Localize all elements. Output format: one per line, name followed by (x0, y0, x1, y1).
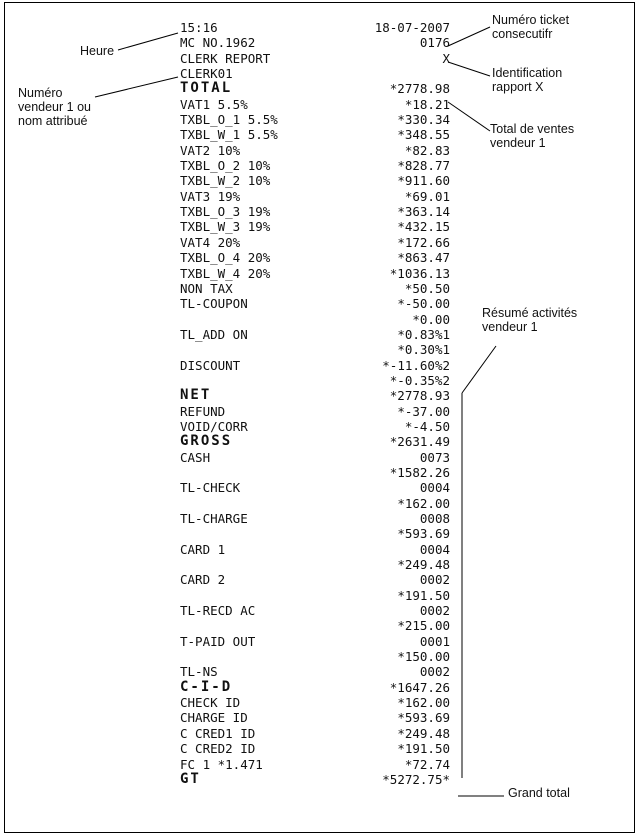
receipt-row-value: 0073 (419, 449, 450, 465)
receipt-row-value: *0.83%1 (397, 326, 450, 342)
receipt-row-value: 0004 (419, 480, 450, 496)
receipt-row-value: *828.77 (397, 158, 450, 174)
receipt-row-label: CLERK REPORT (180, 50, 271, 66)
receipt-row-value: 0008 (419, 511, 450, 526)
receipt-row-value: *150.00 (397, 649, 450, 665)
receipt-row-value: *0.30%1 (397, 342, 450, 358)
callout-line-ticket (448, 27, 490, 46)
annotation-numero-ticket: Numéro ticket consecutifr (492, 13, 570, 41)
callout-line-resume (462, 346, 496, 393)
receipt-row-value: *249.48 (397, 725, 450, 741)
receipt-row-value: *330.34 (397, 112, 450, 128)
receipt-row-label: TOTAL (180, 80, 233, 97)
receipt-row-value: *249.48 (397, 557, 450, 573)
receipt-row-label: MC NO.1962 (180, 35, 256, 51)
receipt-row-value: *2631.49 (389, 434, 450, 450)
receipt-row-value: *363.14 (397, 204, 450, 220)
receipt-row-value: *2778.98 (389, 81, 450, 97)
receipt-row-value: *863.47 (397, 250, 450, 266)
receipt-row-label: TXBL_W_4 20% (180, 265, 271, 281)
annotation-identification-rapport: Identification rapport X (492, 66, 563, 94)
receipt-row-label: TL_ADD ON (180, 326, 248, 342)
receipt-row-label: CHECK ID (180, 695, 241, 711)
receipt-row-label: GT (180, 770, 201, 787)
receipt-row-value: 0176 (419, 35, 450, 51)
receipt-row-value: *348.55 (397, 127, 450, 143)
receipt-row-label: TL-RECD AC (180, 603, 256, 619)
receipt-row-label: TL-COUPON (180, 296, 248, 312)
receipt-row-value: *1582.26 (389, 464, 450, 480)
receipt-row-value: X (442, 50, 450, 66)
receipt-row-value: 0001 (419, 633, 450, 649)
annotation-grand-total: Grand total (508, 786, 570, 800)
receipt-row-value: *72.74 (404, 756, 450, 772)
receipt-row-label: TXBL_W_2 10% (180, 173, 271, 189)
receipt-row-value: *191.50 (397, 741, 450, 757)
annotation-numero-vendeur: Numéro vendeur 1 ou nom attribué (18, 86, 91, 128)
receipt-row-value: *593.69 (397, 710, 450, 726)
receipt-row-label: C CRED1 ID (180, 725, 256, 741)
receipt-row-value: *-4.50 (404, 418, 450, 434)
receipt-row-value: *911.60 (397, 173, 450, 189)
receipt-row-label: CHARGE ID (180, 710, 248, 726)
annotation-heure: Heure (80, 44, 115, 58)
receipt-row-value: *69.01 (404, 188, 450, 204)
receipt-row-value: *2778.93 (389, 388, 450, 404)
receipt-row-value: *-37.00 (397, 403, 450, 419)
callout-line-total (448, 102, 490, 131)
receipt-row-label: VAT3 19% (180, 188, 241, 204)
receipt-row-label: TL-CHECK (180, 480, 241, 496)
receipt-row-value: *-50.00 (397, 296, 450, 312)
callout-line-vendeur (95, 77, 178, 97)
receipt-row-label: REFUND (180, 403, 226, 419)
callout-line-identification (448, 62, 490, 76)
receipt-row-label: TXBL_O_2 10% (180, 158, 271, 174)
receipt-row-label: NET (180, 387, 212, 404)
receipt-row-value: *82.83 (404, 142, 450, 158)
receipt-row-label: CASH (180, 449, 211, 465)
receipt-row-value: *432.15 (397, 219, 450, 235)
receipt-row-label: VAT2 10% (180, 142, 241, 158)
receipt-row-value: *-0.35%2 (389, 372, 450, 388)
receipt-row-value: *50.50 (404, 280, 450, 296)
receipt-row-label: DISCOUNT (180, 357, 241, 373)
receipt-row-label: CLERK01 (180, 66, 233, 82)
callout-line-heure (118, 33, 178, 50)
receipt-row-label: VOID/CORR (180, 418, 248, 434)
receipt-row-label: VAT4 20% (180, 234, 241, 250)
receipt-row-value: *0.00 (412, 311, 450, 327)
receipt-row-value: *172.66 (397, 234, 450, 250)
receipt-row-label: CARD 2 (180, 572, 226, 588)
receipt-row-label: TXBL_O_4 20% (180, 250, 271, 266)
receipt-row-label: 15:16 (180, 20, 218, 35)
receipt-row-value: *162.00 (397, 495, 450, 511)
annotation-resume-activites: Résumé activités vendeur 1 (482, 306, 578, 334)
receipt-row-value: 0002 (419, 603, 450, 619)
receipt-row-label: C-I-D (180, 678, 233, 695)
receipt-row-label: TXBL_W_1 5.5% (180, 127, 278, 143)
receipt-row-label: VAT1 5.5% (180, 96, 248, 112)
receipt-row-label: FC 1 *1.471 (180, 756, 263, 772)
receipt-row-label: TL-NS (180, 664, 218, 680)
receipt-row-value: 0004 (419, 541, 450, 557)
receipt-row-value: *215.00 (397, 618, 450, 634)
receipt-row-value: *18.21 (404, 96, 450, 112)
receipt-row-value: *5272.75* (382, 771, 450, 787)
receipt-row-value: *593.69 (397, 526, 450, 542)
annotation-total-ventes: Total de ventes vendeur 1 (490, 122, 575, 150)
receipt-row-label: TXBL_O_3 19% (180, 204, 271, 220)
receipt-row-label: T-PAID OUT (180, 633, 256, 649)
receipt-row-value: *191.50 (397, 587, 450, 603)
receipt-row-value: *1647.26 (389, 679, 450, 695)
receipt-row-label: CARD 1 (180, 541, 226, 557)
receipt-row-value: 0002 (419, 572, 450, 588)
receipt-row-label: GROSS (180, 433, 233, 450)
receipt-row-value: *1036.13 (389, 265, 450, 281)
receipt-row-value: *162.00 (397, 695, 450, 711)
receipt-row-label: TXBL_O_1 5.5% (180, 112, 278, 128)
receipt-row-value: 0002 (419, 664, 450, 680)
receipt-row-label: C CRED2 ID (180, 741, 256, 757)
receipt-row-label: TL-CHARGE (180, 511, 248, 526)
receipt-row-value: 18-07-2007 (374, 20, 450, 35)
receipt-row-value: *-11.60%2 (382, 357, 450, 373)
receipt-row-label: TXBL_W_3 19% (180, 219, 271, 235)
receipt-row-label: NON TAX (180, 280, 233, 296)
